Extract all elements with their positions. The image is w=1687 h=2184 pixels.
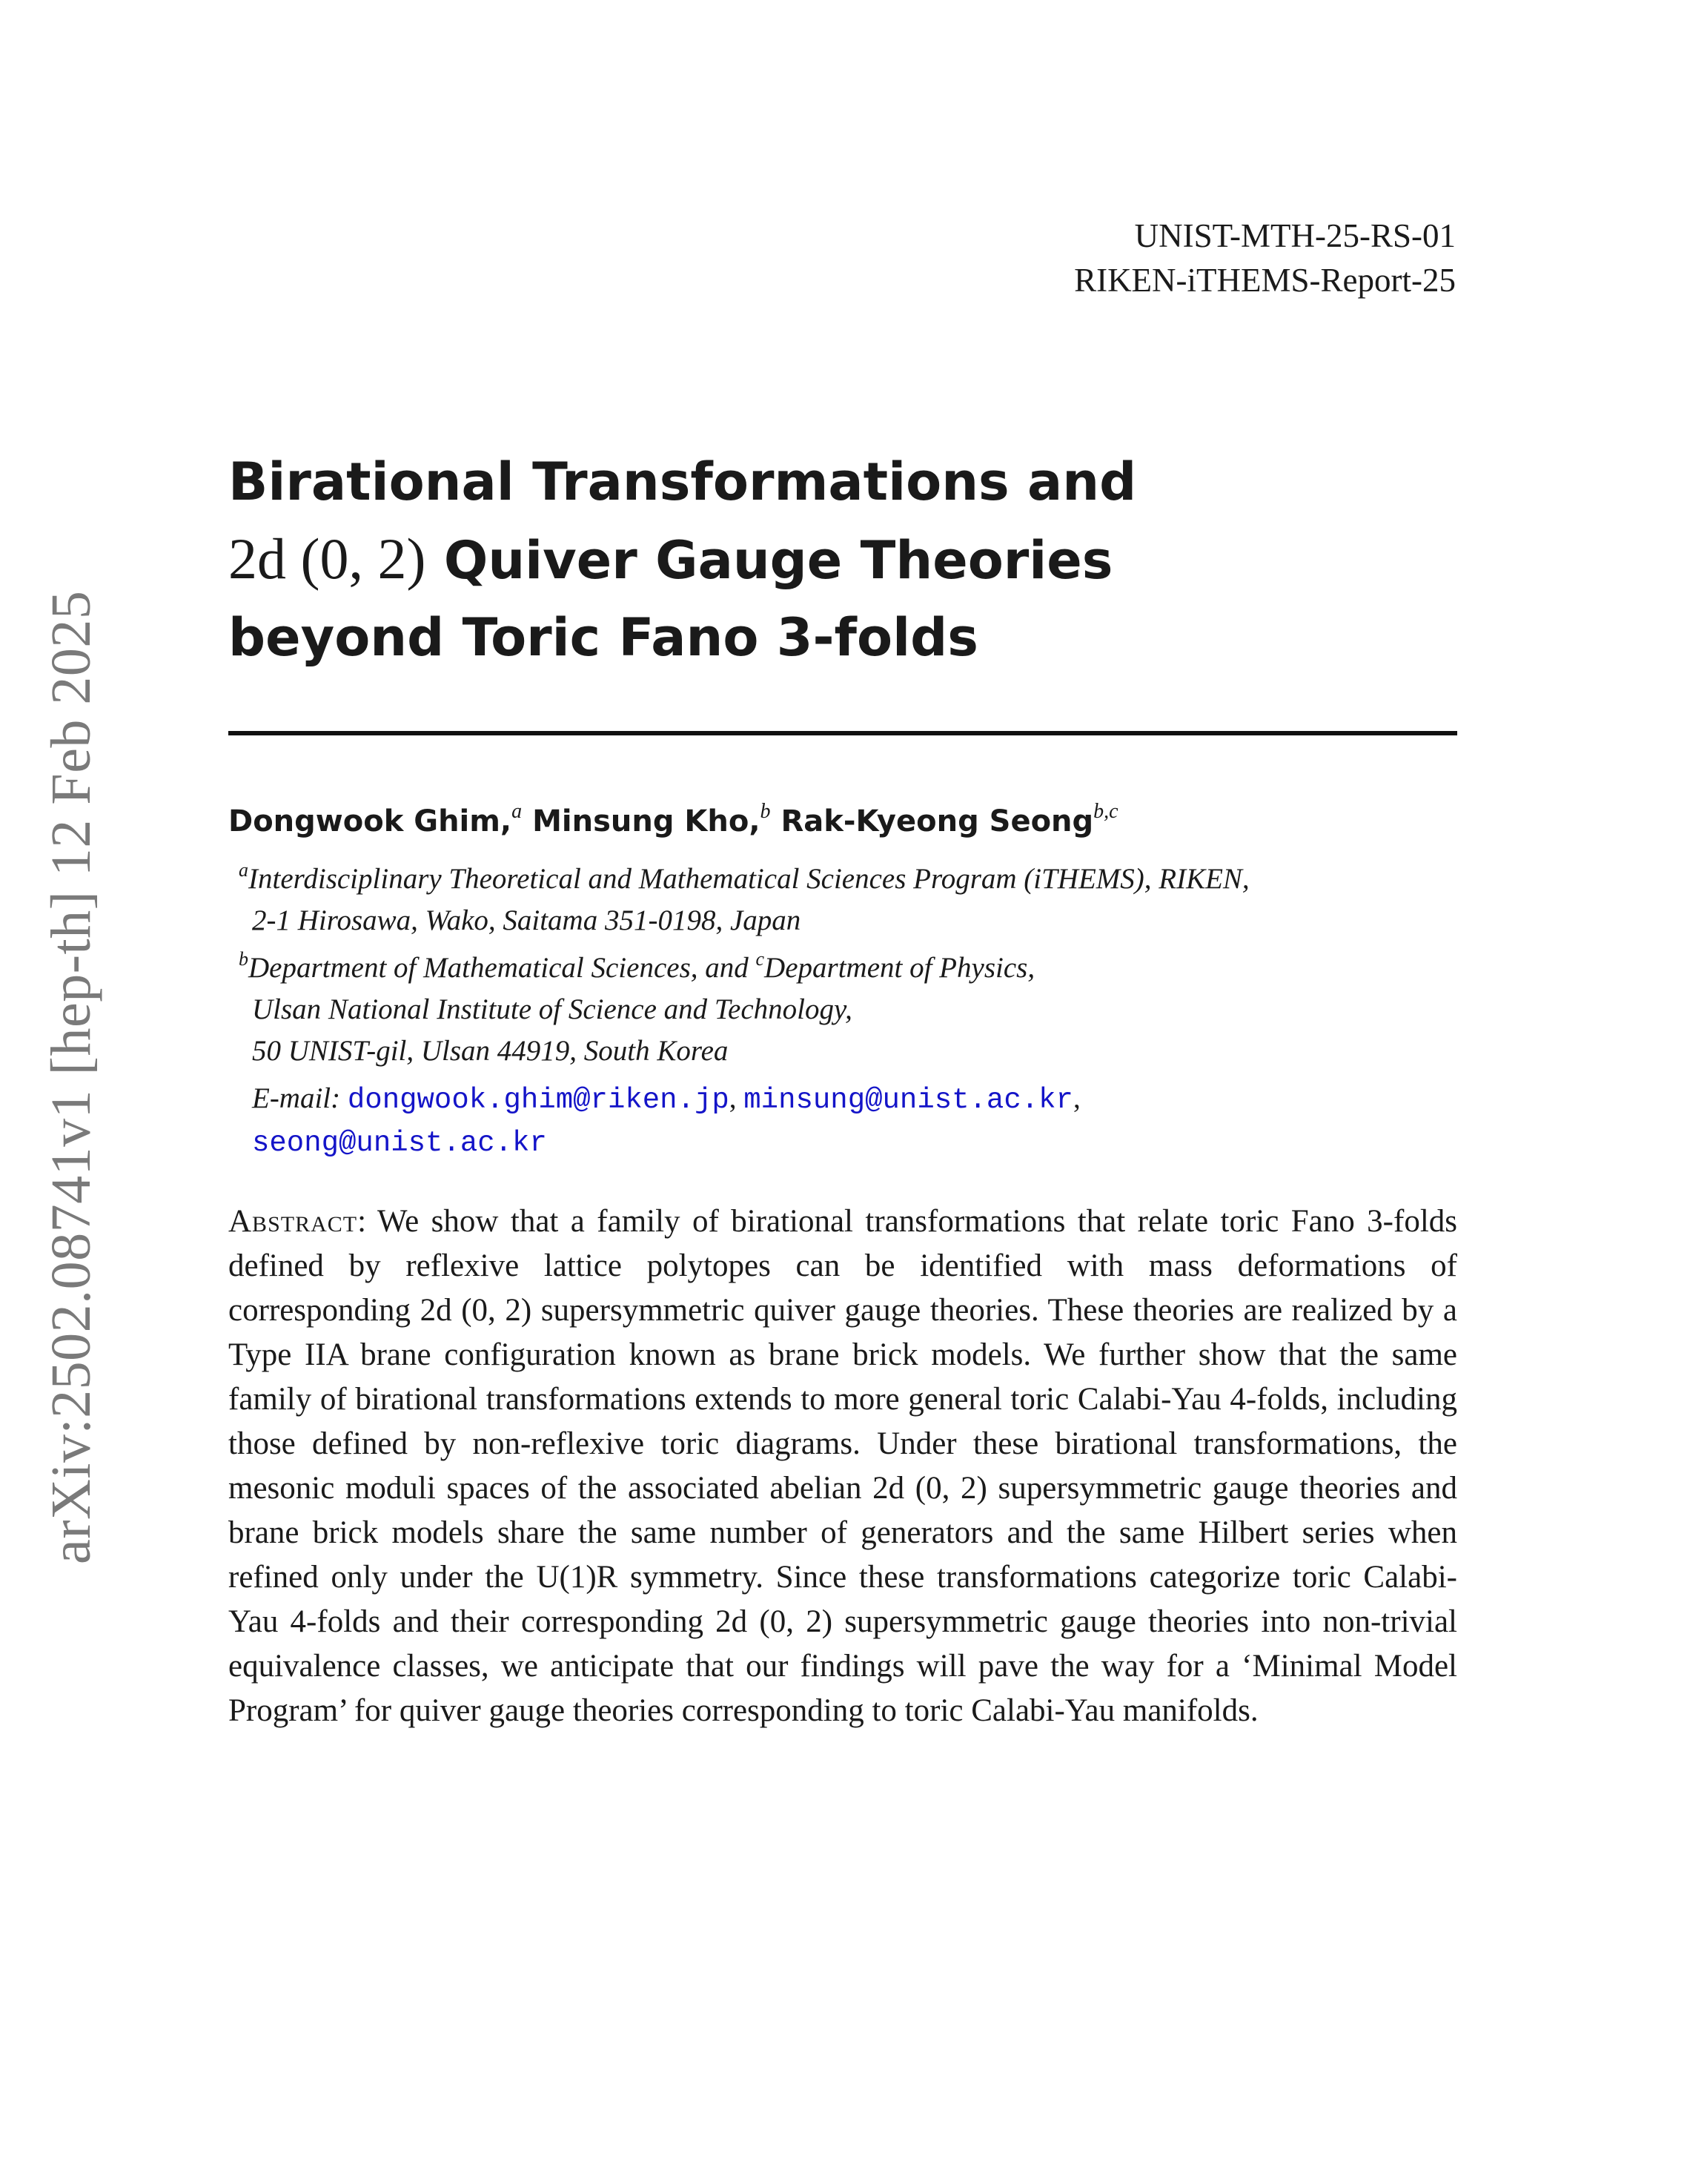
- email-link-kho[interactable]: minsung@unist.ac.kr: [743, 1084, 1073, 1116]
- email-line-2: [239, 1121, 1469, 1164]
- affil-a-text-1: Interdisciplinary Theoretical and Mathematical Sciences Program (iTHEMS), RIKEN,: [248, 863, 1250, 895]
- title-line-2: [228, 520, 1488, 599]
- report-number-unist: UNIST-MTH-25-RS-01: [1134, 217, 1456, 254]
- title-line-2-text: Quiver Gauge Theories: [425, 530, 1113, 591]
- author-kho-affil-mark: b: [760, 800, 771, 823]
- abstract-text: We show that a family of birational transformations that relate toric Fano 3-folds defined by reflexive lattice polytopes can be identified with mass deformations of corresponding 2d (0, 2) supersymmetric quiver gauge theories. These theories are realized by a Type IIA brane configuration known as brane brick models. We further show that the same family of birational transformations extends to more general toric Calabi-Yau 4-folds, including those defined by non-reflexive toric diagrams. Under these birational transformations, the mesonic moduli spaces of the associated abelian 2d (0, 2) supersymmetric gauge theories and brane brick models share the same number of generators and the same Hilbert series when refined only under the U(1)R symmetry. Since these transformations categorize toric Calabi-Yau 4-folds and their corresponding 2d (0, 2) supersymmetric gauge theories into non-trivial equivalence classes, we anticipate that our findings will pave the way for a ‘Minimal Model Program’ for quiver gauge theories corresponding to toric Calabi-Yau manifolds.: [228, 1204, 1457, 1728]
- author-list: [228, 799, 1118, 844]
- affiliation-a-line-1: [239, 858, 1469, 900]
- title-math-2d-02: 2d (0, 2): [228, 526, 426, 591]
- abstract: [228, 1199, 1457, 1733]
- author-ghim: Dongwook Ghim,: [228, 804, 512, 838]
- affiliation-b-line-2: Ulsan National Institute of Science and Technology,: [252, 993, 852, 1025]
- author-seong: Rak-Kyeong Seong: [780, 804, 1094, 838]
- email-separator-2: ,: [1073, 1082, 1081, 1114]
- affiliation-b-line-3: 50 UNIST-gil, Ulsan 44919, South Korea: [252, 1035, 729, 1067]
- email-line-1: [239, 1078, 1469, 1121]
- affil-b-text-1b: Department of Physics,: [764, 952, 1035, 984]
- affil-mark-b: b: [239, 948, 248, 970]
- report-numbers: [1074, 214, 1456, 302]
- abstract-label: Abstract:: [228, 1204, 368, 1239]
- paper-title: [228, 443, 1488, 676]
- affiliations: [239, 858, 1469, 1164]
- affil-mark-a: a: [239, 859, 248, 881]
- email-link-seong[interactable]: seong@unist.ac.kr: [252, 1127, 547, 1159]
- affiliation-a-line-2: 2-1 Hirosawa, Wako, Saitama 351-0198, Japan: [252, 904, 801, 936]
- title-line-1: Birational Transformations and: [228, 451, 1137, 512]
- email-link-ghim[interactable]: dongwook.ghim@riken.jp: [347, 1084, 729, 1116]
- author-seong-affil-mark: b,c: [1093, 800, 1118, 823]
- affil-b-text-1a: Department of Mathematical Sciences, and: [248, 952, 756, 984]
- arxiv-identifier-stamp: arXiv:2502.08741v1 [hep-th] 12 Feb 2025: [40, 590, 102, 1564]
- report-number-riken: RIKEN-iTHEMS-Report-25: [1074, 262, 1456, 299]
- affil-mark-c: c: [755, 948, 765, 970]
- email-separator: ,: [729, 1082, 744, 1114]
- author-kho: Minsung Kho,: [532, 804, 760, 838]
- title-divider: [228, 731, 1457, 735]
- author-ghim-affil-mark: a: [511, 800, 523, 823]
- title-line-3: beyond Toric Fano 3-folds: [228, 607, 978, 668]
- email-label: E-mail:: [252, 1082, 348, 1114]
- affiliation-b-line-1: [239, 947, 1469, 989]
